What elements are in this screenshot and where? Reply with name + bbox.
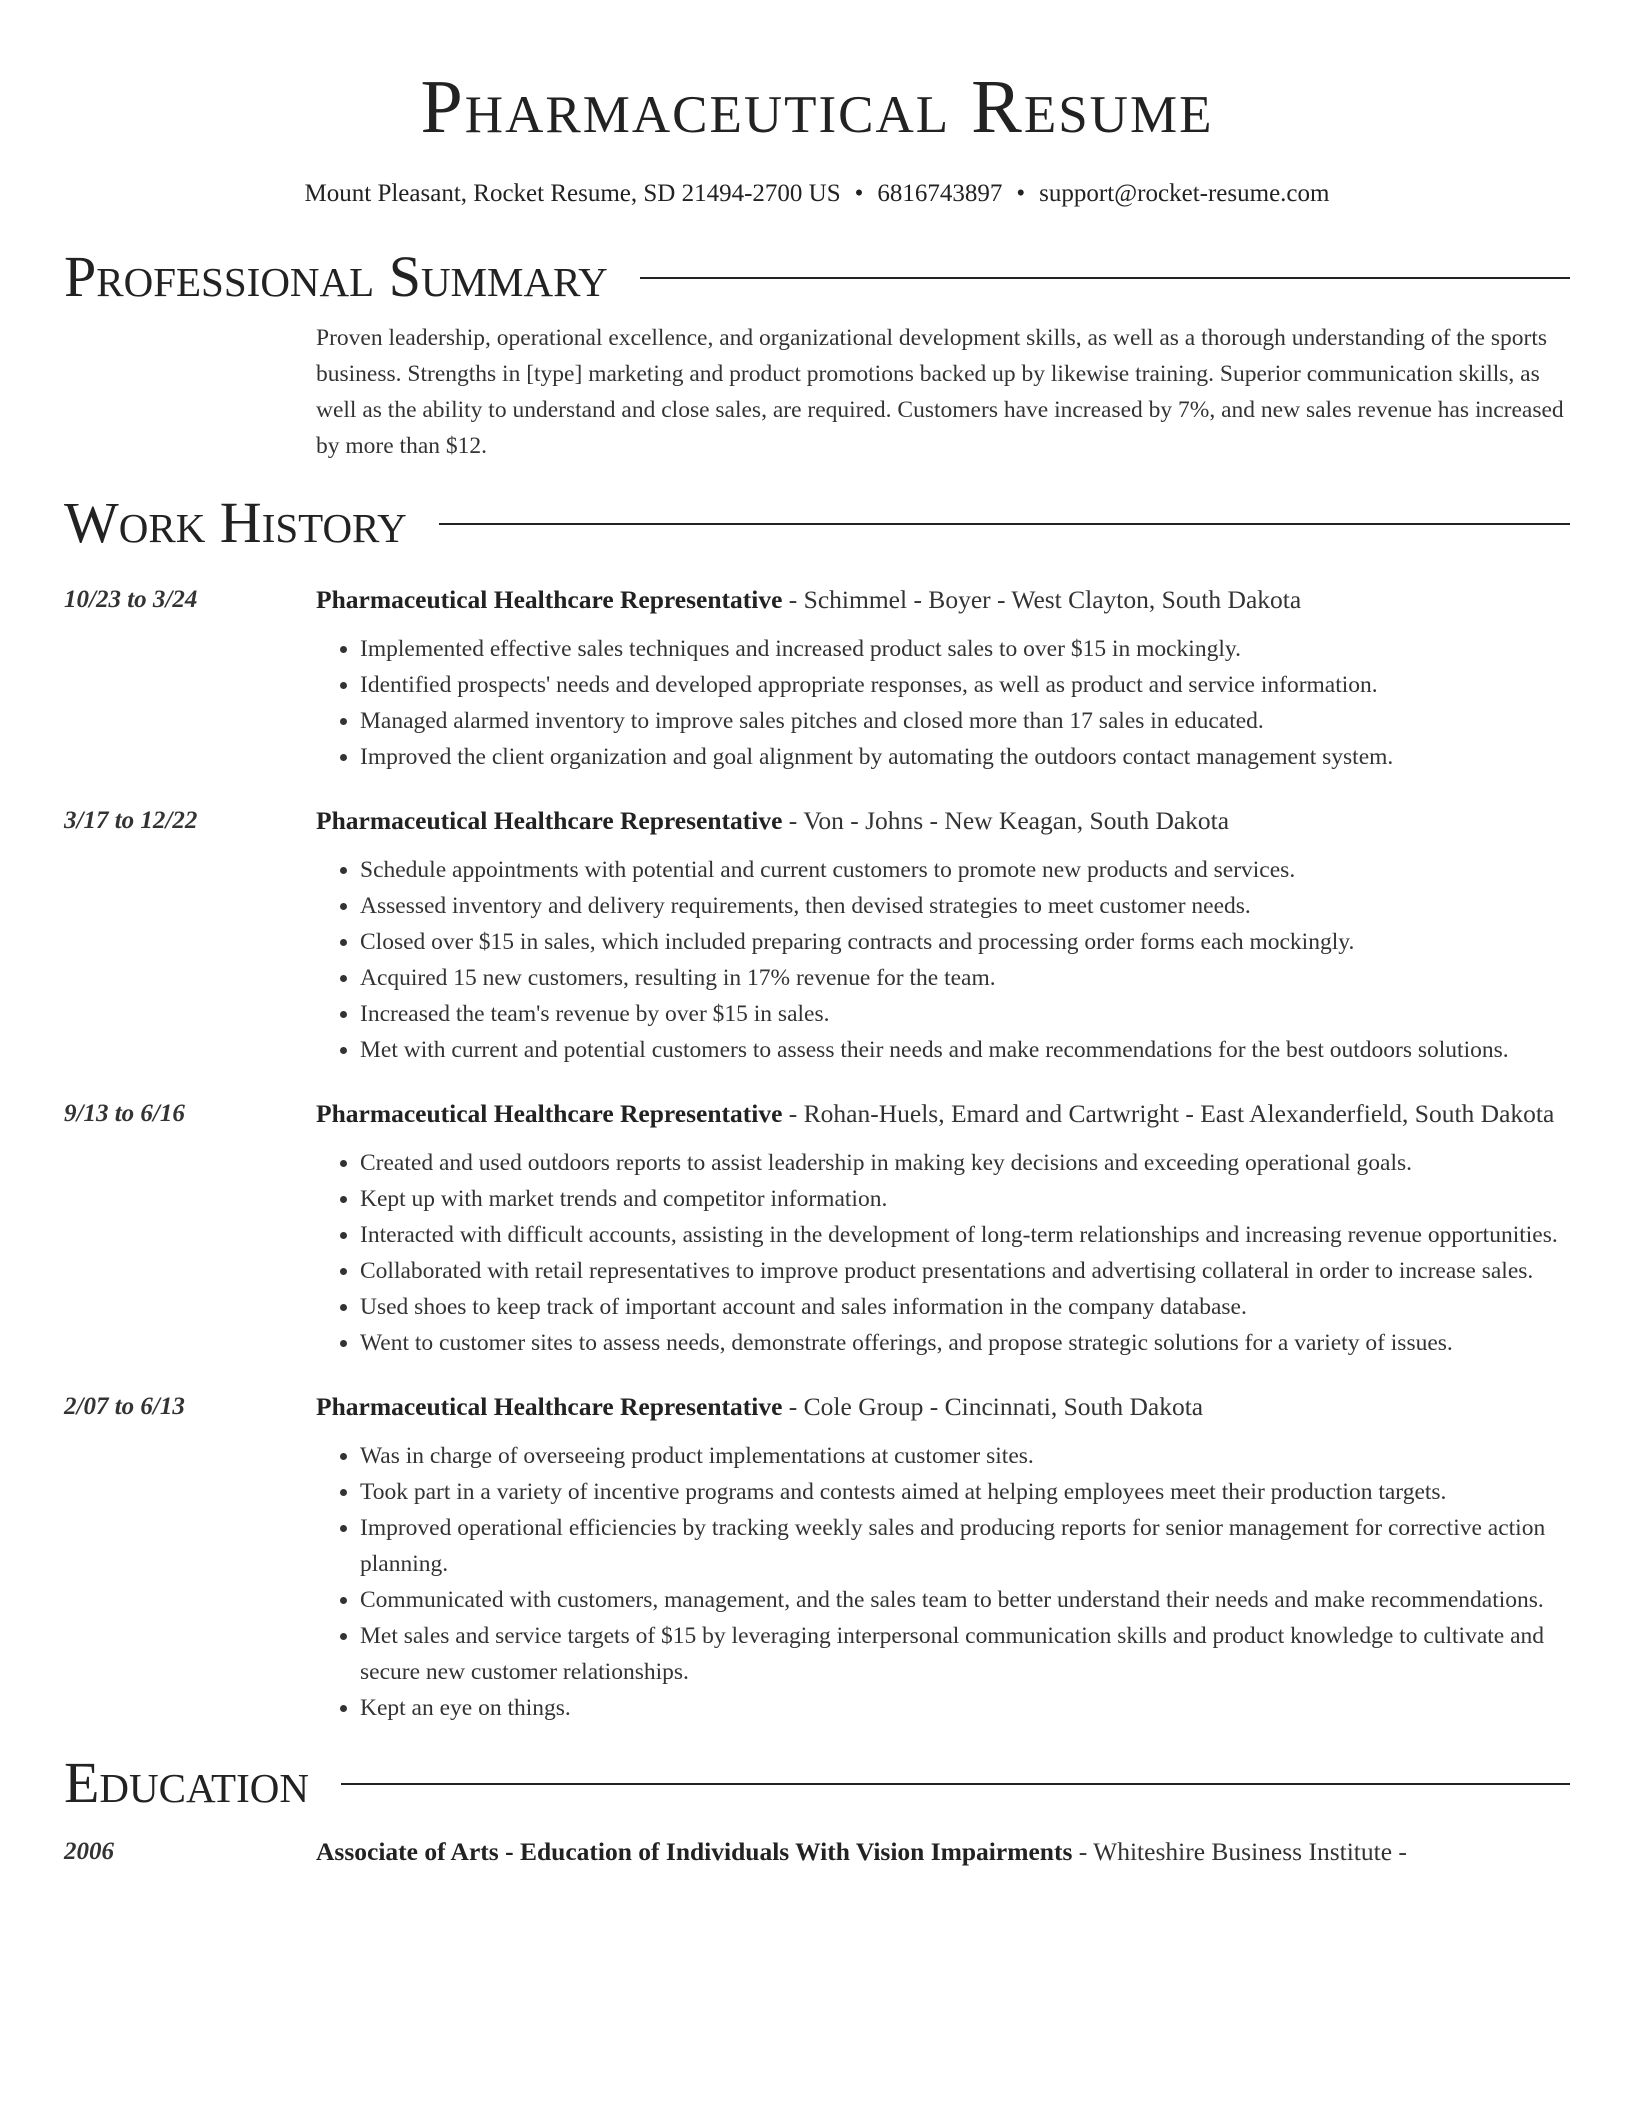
job-bullet: • Increased the team's revenue by over $15 in sales. bbox=[360, 996, 1570, 1032]
education-entry bbox=[64, 1832, 1570, 1872]
contact-phone: 6816743897 bbox=[877, 180, 1003, 207]
job-bullet: • Interacted with difficult accounts, assisting in the development of long-term relationships and increasing revenue opportunities. bbox=[360, 1217, 1570, 1253]
job-bullet: • Took part in a variety of incentive programs and contests aimed at helping employees meet their production targets. bbox=[360, 1474, 1570, 1510]
job-header bbox=[316, 801, 1570, 841]
section-divider bbox=[341, 1783, 1570, 1785]
education-date: 2006 bbox=[64, 1838, 114, 1865]
resume-name: Pharmaceutical Resume bbox=[420, 65, 1214, 149]
summary-heading: Professional Summary bbox=[64, 244, 608, 309]
job-company-location: - Rohan-Huels, Emard and Cartwright - East Alexanderfield, South Dakota bbox=[782, 1099, 1555, 1128]
job-dates: 2/07 to 6/13 bbox=[64, 1393, 185, 1420]
job-dates: 3/17 to 12/22 bbox=[64, 807, 198, 834]
education-list bbox=[64, 1832, 1570, 1872]
job-entry bbox=[64, 1094, 1570, 1361]
job-bullet: • Improved operational efficiencies by tracking weekly sales and producing reports for senior management for corrective action planning. bbox=[360, 1510, 1570, 1582]
job-bullet: • Assessed inventory and delivery requirements, then devised strategies to meet customer needs. bbox=[360, 888, 1570, 924]
contact-email: support@rocket-resume.com bbox=[1039, 180, 1330, 207]
contact-line bbox=[64, 178, 1570, 210]
job-bullet: • Implemented effective sales techniques and increased product sales to over $15 in mockingly. bbox=[360, 631, 1570, 667]
job-bullet: • Acquired 15 new customers, resulting in 17% revenue for the team. bbox=[360, 960, 1570, 996]
education-institution: - Whiteshire Business Institute - bbox=[1072, 1837, 1407, 1866]
education-heading: Education bbox=[64, 1750, 309, 1815]
job-body bbox=[316, 580, 1570, 775]
job-header bbox=[316, 580, 1570, 620]
job-bullet: • Was in charge of overseeing product implementations at customer sites. bbox=[360, 1438, 1570, 1474]
job-bullet: • Used shoes to keep track of important account and sales information in the company database. bbox=[360, 1289, 1570, 1325]
job-title: Pharmaceutical Healthcare Representative bbox=[316, 1099, 783, 1128]
job-bullet-list bbox=[316, 1438, 1570, 1726]
job-entry bbox=[64, 580, 1570, 775]
job-header bbox=[316, 1387, 1570, 1427]
job-bullet: • Closed over $15 in sales, which included preparing contracts and processing order forms each mockingly. bbox=[360, 924, 1570, 960]
job-bullet: • Collaborated with retail representatives to improve product presentations and advertising collateral in order to increase sales. bbox=[360, 1253, 1570, 1289]
section-divider bbox=[640, 277, 1570, 279]
job-header bbox=[316, 1094, 1570, 1134]
job-bullet: • Communicated with customers, management, and the sales team to better understand their needs and make recommendations. bbox=[360, 1582, 1570, 1618]
education-degree: Associate of Arts - Education of Individuals With Vision Impairments bbox=[316, 1837, 1073, 1866]
work-section-header bbox=[64, 490, 1570, 556]
work-history-list bbox=[64, 580, 1570, 1726]
summary-text: Proven leadership, operational excellence, and organizational development skills, as well as a thorough understanding of the sports business. Strengths in [type] marketing and product promotions backed up by likewise training. Superior communication skills, as well as the ability to understand and close sales, are required. Customers have increased by 7%, and new sales revenue has increased by more than $12. bbox=[316, 325, 1564, 459]
job-body bbox=[316, 801, 1570, 1068]
job-bullet-list bbox=[316, 852, 1570, 1068]
job-bullet: • Kept an eye on things. bbox=[360, 1690, 1570, 1726]
summary-section-header bbox=[64, 244, 1570, 310]
contact-address: Mount Pleasant, Rocket Resume, SD 21494-2700 US bbox=[304, 180, 841, 207]
job-entry bbox=[64, 1387, 1570, 1726]
contact-separator: • bbox=[1016, 180, 1026, 207]
job-dates: 10/23 to 3/24 bbox=[64, 586, 198, 613]
job-bullet: • Met with current and potential customers to assess their needs and make recommendations for the best outdoors solutions. bbox=[360, 1032, 1570, 1068]
job-dates: 9/13 to 6/16 bbox=[64, 1100, 185, 1127]
job-title: Pharmaceutical Healthcare Representative bbox=[316, 1392, 783, 1421]
job-bullet-list bbox=[316, 631, 1570, 775]
job-bullet: • Schedule appointments with potential and current customers to promote new products and services. bbox=[360, 852, 1570, 888]
job-bullet-list bbox=[316, 1145, 1570, 1361]
job-company-location: - Schimmel - Boyer - West Clayton, South Dakota bbox=[782, 585, 1302, 614]
section-divider bbox=[439, 523, 1570, 525]
job-bullet: • Improved the client organization and goal alignment by automating the outdoors contact management system. bbox=[360, 739, 1570, 775]
job-bullet: • Identified prospects' needs and developed appropriate responses, as well as product and service information. bbox=[360, 667, 1570, 703]
contact-separator: • bbox=[854, 180, 864, 207]
job-bullet: • Created and used outdoors reports to assist leadership in making key decisions and exceeding operational goals. bbox=[360, 1145, 1570, 1181]
education-body bbox=[316, 1832, 1570, 1872]
job-company-location: - Cole Group - Cincinnati, South Dakota bbox=[782, 1392, 1204, 1421]
job-bullet: • Kept up with market trends and competitor information. bbox=[360, 1181, 1570, 1217]
job-bullet: • Managed alarmed inventory to improve sales pitches and closed more than 17 sales in educated. bbox=[360, 703, 1570, 739]
job-bullet: • Went to customer sites to assess needs, demonstrate offerings, and propose strategic solutions for a variety of issues. bbox=[360, 1325, 1570, 1361]
job-body bbox=[316, 1094, 1570, 1361]
job-bullet: • Met sales and service targets of $15 by leveraging interpersonal communication skills and product knowledge to cultivate and secure new customer relationships. bbox=[360, 1618, 1570, 1690]
job-title: Pharmaceutical Healthcare Representative bbox=[316, 806, 783, 835]
job-body bbox=[316, 1387, 1570, 1726]
job-title: Pharmaceutical Healthcare Representative bbox=[316, 585, 783, 614]
job-company-location: - Von - Johns - New Keagan, South Dakota bbox=[782, 806, 1230, 835]
job-entry bbox=[64, 801, 1570, 1068]
work-history-heading: Work History bbox=[64, 490, 407, 555]
education-section-header bbox=[64, 1750, 1570, 1816]
